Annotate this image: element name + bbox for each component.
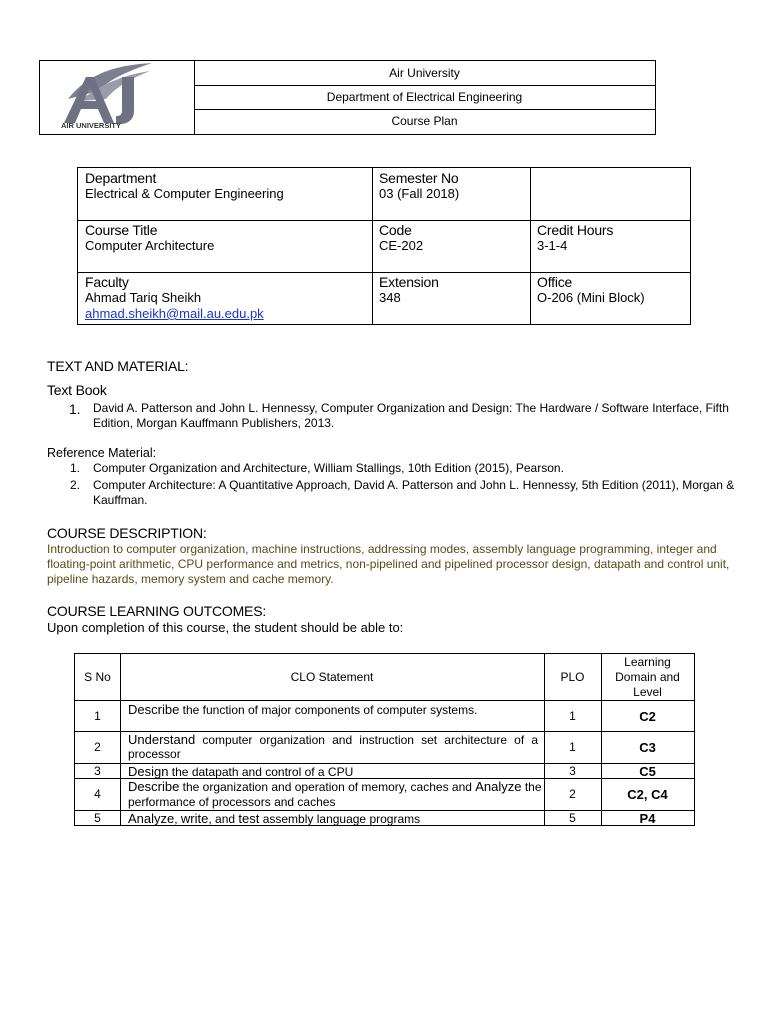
university-name: Air University: [194, 61, 655, 86]
course-description-text: [47, 542, 730, 587]
logo-cell: [40, 61, 195, 134]
semester-label: Semester No: [379, 170, 459, 186]
row-5-keyword-3: test: [238, 811, 260, 826]
row-4-sno: 4: [94, 787, 101, 801]
text-material-heading: TEXT AND MATERIAL:: [47, 358, 189, 374]
row-4-keyword-1: Describe: [128, 779, 180, 794]
reference-1: Computer Organization and Architecture, William Stallings, 10th Edition (2015), Pearson.: [93, 461, 564, 475]
reference-2: [93, 478, 734, 508]
code-cell: [372, 220, 530, 256]
department-label: Department: [85, 170, 157, 186]
office-value: O-206 (Mini Block): [537, 290, 645, 305]
faculty-label: Faculty: [85, 274, 129, 290]
textbook-number: 1.: [69, 401, 81, 417]
col-sno-header: S No: [84, 670, 111, 684]
row-1-plo: 1: [569, 709, 576, 723]
col-clo-header: CLO Statement: [290, 670, 374, 684]
header-table: [39, 60, 656, 135]
row-4-statement: [128, 779, 542, 810]
course-description-line-1: Introduction to computer organization, machine instructions, addressing modes, assembly language programming, integer and: [47, 542, 717, 556]
office-label: Office: [537, 274, 573, 290]
row-5-sno: 5: [94, 811, 101, 825]
row-5-plo: 5: [569, 811, 576, 825]
row-2-statement: [128, 733, 538, 761]
office-cell: [530, 272, 690, 308]
outcomes-intro: Upon completion of this course, the student should be able to:: [47, 620, 404, 635]
row-2-keyword: Understand: [128, 732, 196, 747]
reference-2-line-2: Kauffman.: [93, 493, 148, 507]
credit-hours-value: 3-1-4: [537, 238, 568, 253]
row-3-statement: [128, 764, 538, 779]
extension-label: Extension: [379, 274, 439, 290]
reference-2-number: 2.: [70, 478, 81, 492]
course-description-line-2: floating-point arithmetic, CPU performance and metrics, non-pipelined and pipelined processor design, datapath and control unit,: [47, 557, 730, 571]
row-4-level: C2, C4: [627, 787, 668, 802]
outcomes-heading: COURSE LEARNING OUTCOMES:: [47, 603, 267, 619]
row-2-text: computer organization and instruction set architecture of a: [195, 733, 538, 747]
col-plo-header: PLO: [560, 670, 585, 684]
course-description-heading: COURSE DESCRIPTION:: [47, 525, 207, 541]
row-1-level: C2: [639, 709, 656, 724]
code-label: Code: [379, 222, 412, 238]
row-4-text-b: the: [521, 780, 542, 794]
department-value: Electrical & Computer Engineering: [85, 186, 284, 201]
col-level-header-line-3: Level: [633, 685, 662, 699]
extension-value: 348: [379, 290, 401, 305]
course-title-value: Computer Architecture: [85, 238, 215, 253]
row-5-keyword-2: write: [180, 811, 209, 826]
credit-hours-label: Credit Hours: [537, 222, 614, 238]
row-1-sno: 1: [94, 709, 101, 723]
logo-wordmark: AIR UNIVERSITY: [61, 121, 122, 130]
textbook-line-2: Edition, Morgan Kauffmann Publishers, 2013.: [93, 416, 335, 430]
textbook-entry: [93, 401, 729, 431]
faculty-cell: [78, 272, 372, 324]
row-1-statement: [128, 702, 538, 717]
credit-hours-cell: [530, 220, 690, 256]
col-level-header-line-2: Domain and: [615, 670, 680, 684]
col-level-header-line-1: Learning: [624, 655, 671, 669]
row-5-sep-1: ,: [174, 812, 181, 826]
course-title-label: Course Title: [85, 222, 158, 238]
row-5-keyword-1: Analyze: [128, 811, 175, 826]
course-title-cell: [78, 220, 372, 256]
reference-2-line-1: Computer Architecture: A Quantitative Approach, David A. Patterson and John L. Hennessy, 5th Edition (2011), Morgan &: [93, 478, 735, 492]
row-2-plo: 1: [569, 740, 576, 754]
row-5-text: assembly language programs: [259, 812, 421, 826]
code-value: CE-202: [379, 238, 424, 253]
department-name: Department of Electrical Engineering: [194, 85, 655, 110]
row-3-plo: 3: [569, 764, 576, 778]
department-cell: [78, 168, 372, 204]
row-4-plo: 2: [569, 787, 576, 801]
textbook-heading: Text Book: [47, 382, 107, 398]
reference-heading: Reference Material:: [47, 446, 157, 460]
row-2-text-line-2: processor: [128, 747, 181, 761]
row-2-sno: 2: [94, 740, 101, 754]
row-1-keyword: Describe: [128, 702, 180, 717]
reference-1-number: 1.: [70, 461, 81, 475]
row-4-text-line-2: performance of processors and caches: [128, 795, 336, 809]
row-1-text: the function of major components of computer systems.: [179, 703, 478, 717]
row-4-text: the organization and operation of memory, caches and: [179, 780, 476, 794]
air-university-logo-icon: [40, 61, 194, 134]
clo-table: [74, 653, 695, 826]
course-info-table: [77, 167, 691, 325]
textbook-line-1: David A. Patterson and John L. Hennessy, Computer Organization and Design: The Hardware / Software Interface, Fifth: [93, 401, 729, 415]
row-5-sep-2: , and: [208, 812, 239, 826]
row-5-statement: [128, 811, 538, 826]
row-2-level: C3: [639, 740, 656, 755]
faculty-email-link[interactable]: ahmad.sheikh@mail.au.edu.pk: [85, 306, 264, 321]
col-level-header: [601, 655, 694, 700]
row-3-text: the datapath and control of a CPU: [168, 765, 354, 779]
extension-cell: [372, 272, 530, 308]
row-5-level: P4: [639, 811, 656, 826]
row-3-keyword: Design: [128, 764, 169, 779]
row-3-sno: 3: [94, 764, 101, 778]
faculty-name: Ahmad Tariq Sheikh: [85, 290, 202, 305]
row-3-level: C5: [639, 764, 656, 779]
document-title: Course Plan: [391, 114, 458, 128]
row-4-keyword-2: Analyze: [475, 779, 522, 794]
semester-value: 03 (Fall 2018): [379, 186, 460, 201]
course-description-line-3: pipeline hazards, memory system and cache memory.: [47, 572, 334, 586]
semester-cell: [372, 168, 530, 204]
